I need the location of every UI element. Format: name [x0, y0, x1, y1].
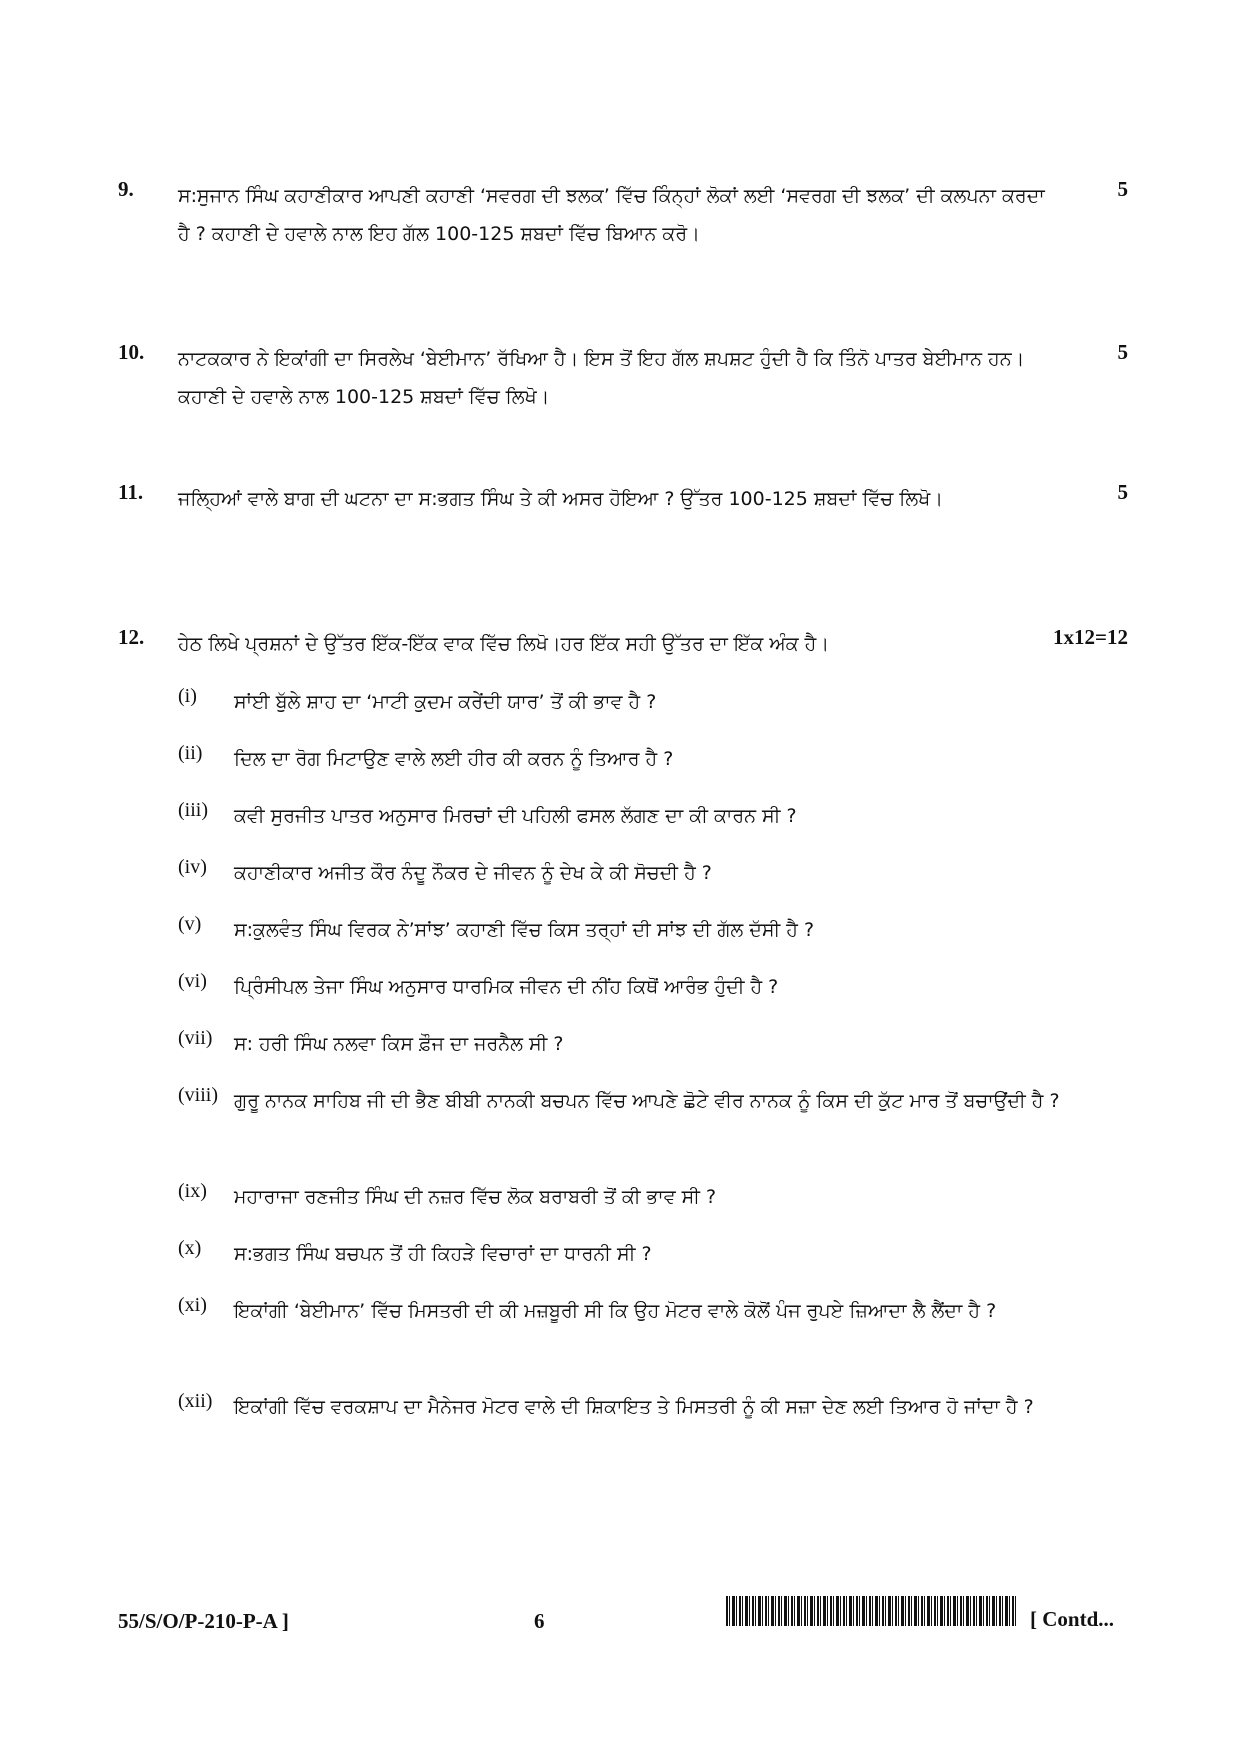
- subquestion-number: (viii): [178, 1084, 218, 1106]
- question-number: 9.: [118, 177, 134, 201]
- question-10: [118, 340, 1128, 416]
- subquestion-number: (iii): [178, 799, 208, 821]
- subquestion-number: (iv): [178, 856, 207, 878]
- subquestion-text: ਗੁਰੂ ਨਾਨਕ ਸਾਹਿਬ ਜੀ ਦੀ ਭੈਣ ਬੀਬੀ ਨਾਨਕੀ ਬਚਪਨ ਵਿੱਚ ਆਪਣੇ ਛੋਟੇ ਵੀਰ ਨਾਨਕ ਨੂੰ ਕਿਸ ਦੀ ਕੁੱਟ ਮਾਰ ਤੋਂ ਬਚਾਉਂਦੀ ਹੈ ?: [234, 1090, 1060, 1112]
- subquestion-number: (xii): [178, 1390, 213, 1412]
- question-number: 12.: [118, 625, 145, 649]
- question-marks: 5: [1117, 340, 1128, 364]
- subquestion-number: (xi): [178, 1294, 207, 1316]
- question-marks: 5: [1117, 480, 1128, 504]
- question-text: ਨਾਟਕਕਾਰ ਨੇ ਇਕਾਂਗੀ ਦਾ ਸਿਰਲੇਖ ‘ਬੇਈਮਾਨ’ ਰੱਖਿਆ ਹੈ। ਇਸ ਤੋਂ ਇਹ ਗੱਲ ਸ਼ਪਸ਼ਟ ਹੁੰਦੀ ਹੈ ਕਿ ਤਿੰਨੋ ਪਾਤਰ ਬੇਈਮਾਨ ਹਨ। ਕਹਾਣੀ ਦੇ ਹਵਾਲੇ ਨਾਲ 100-125 ਸ਼ਬਦਾਂ ਵਿੱਚ ਲਿਖੋ।: [178, 348, 1025, 408]
- question-text: ਹੇਠ ਲਿਖੇ ਪ੍ਰਸ਼ਨਾਂ ਦੇ ਉੱਤਰ ਇੱਕ-ਇੱਕ ਵਾਕ ਵਿੱਚ ਲਿਖੋ।ਹਰ ਇੱਕ ਸਹੀ ਉੱਤਰ ਦਾ ਇੱਕ ਅੰਕ ਹੈ।: [178, 633, 830, 655]
- subquestion-v: [178, 911, 1078, 949]
- subquestion-iii: [178, 797, 1078, 835]
- subquestion-number: (i): [178, 685, 197, 707]
- question-marks: 1x12=12: [1053, 625, 1128, 649]
- continued-marker: [ Contd...: [1030, 1607, 1115, 1631]
- subquestion-ix: [178, 1178, 1078, 1216]
- subquestion-number: (v): [178, 913, 202, 935]
- subquestion-text: ਇਕਾਂਗੀ ਵਿੱਚ ਵਰਕਸ਼ਾਪ ਦਾ ਮੈਨੇਜਰ ਮੋਟਰ ਵਾਲੇ ਦੀ ਸ਼ਿਕਾਇਤ ਤੇ ਮਿਸਤਰੀ ਨੂੰ ਕੀ ਸਜ਼ਾ ਦੇਣ ਲਈ ਤਿਆਰ ਹੋ ਜਾਂਦਾ ਹੈ ?: [234, 1396, 1034, 1418]
- subquestion-text: ਦਿਲ ਦਾ ਰੋਗ ਮਿਟਾਉਣ ਵਾਲੇ ਲਈ ਹੀਰ ਕੀ ਕਰਨ ਨੂੰ ਤਿਆਰ ਹੈ ?: [234, 748, 674, 770]
- subquestion-ii: [178, 740, 1078, 778]
- subquestion-i: [178, 683, 1078, 721]
- page-number: 6: [534, 1609, 545, 1633]
- subquestion-viii: [178, 1082, 1078, 1120]
- question-9: [118, 177, 1128, 253]
- question-text: ਜਲ੍ਹਿਆਂ ਵਾਲੇ ਬਾਗ ਦੀ ਘਟਨਾ ਦਾ ਸ:ਭਗਤ ਸਿੰਘ ਤੇ ਕੀ ਅਸਰ ਹੋਇਆ ? ਉੱਤਰ 100-125 ਸ਼ਬਦਾਂ ਵਿੱਚ ਲਿਖੋ।: [178, 488, 944, 510]
- subquestion-text: ਸ:ਭਗਤ ਸਿੰਘ ਬਚਪਨ ਤੋਂ ਹੀ ਕਿਹੜੇ ਵਿਚਾਰਾਂ ਦਾ ਧਾਰਨੀ ਸੀ ?: [234, 1243, 652, 1265]
- subquestion-text: ਕਹਾਣੀਕਾਰ ਅਜੀਤ ਕੌਰ ਨੰਦੂ ਨੌਕਰ ਦੇ ਜੀਵਨ ਨੂੰ ਦੇਖ ਕੇ ਕੀ ਸੋਚਦੀ ਹੈ ?: [234, 862, 712, 884]
- question-number: 10.: [118, 340, 145, 364]
- subquestion-number: (ii): [178, 742, 203, 764]
- question-12: [118, 625, 1128, 663]
- paper-code: 55/S/O/P-210-P-A ]: [118, 1609, 289, 1633]
- subquestion-x: [178, 1235, 1078, 1273]
- subquestion-xi: [178, 1292, 1078, 1330]
- subquestion-text: ਕਵੀ ਸੁਰਜੀਤ ਪਾਤਰ ਅਨੁਸਾਰ ਮਿਰਚਾਂ ਦੀ ਪਹਿਲੀ ਫਸਲ ਲੱਗਣ ਦਾ ਕੀ ਕਾਰਨ ਸੀ ?: [234, 805, 797, 827]
- subquestion-iv: [178, 854, 1078, 892]
- subquestion-text: ਮਹਾਰਾਜਾ ਰਣਜੀਤ ਸਿੰਘ ਦੀ ਨਜ਼ਰ ਵਿੱਚ ਲੋਕ ਬਰਾਬਰੀ ਤੋਂ ਕੀ ਭਾਵ ਸੀ ?: [234, 1186, 717, 1208]
- subquestion-vii: [178, 1025, 1078, 1063]
- subquestion-number: (vii): [178, 1027, 213, 1049]
- subquestion-text: ਪ੍ਰਿੰਸੀਪਲ ਤੇਜਾ ਸਿੰਘ ਅਨੁਸਾਰ ਧਾਰਮਿਕ ਜੀਵਨ ਦੀ ਨੀਂਹ ਕਿਥੋਂ ਆਰੰਭ ਹੁੰਦੀ ਹੈ ?: [234, 976, 779, 998]
- question-text: ਸ:ਸੁਜਾਨ ਸਿੰਘ ਕਹਾਣੀਕਾਰ ਆਪਣੀ ਕਹਾਣੀ ‘ਸਵਰਗ ਦੀ ਝਲਕ’ ਵਿੱਚ ਕਿੰਨ੍ਹਾਂ ਲੋਕਾਂ ਲਈ ‘ਸਵਰਗ ਦੀ ਝਲਕ’ ਦੀ ਕਲਪਨਾ ਕਰਦਾ ਹੈ ? ਕਹਾਣੀ ਦੇ ਹਵਾਲੇ ਨਾਲ ਇਹ ਗੱਲ 100-125 ਸ਼ਬਦਾਂ ਵਿੱਚ ਬਿਆਨ ਕਰੋ।: [178, 185, 1045, 245]
- subquestion-text: ਸ: ਹਰੀ ਸਿੰਘ ਨਲਵਾ ਕਿਸ ਫ਼ੌਜ ਦਾ ਜਰਨੈਲ ਸੀ ?: [234, 1033, 564, 1055]
- question-number: 11.: [118, 480, 144, 504]
- subquestion-vi: [178, 968, 1078, 1006]
- subquestion-text: ਸਾਂਈ ਬੁੱਲੇ ਸ਼ਾਹ ਦਾ ‘ਮਾਟੀ ਕੁਦਮ ਕਰੇਂਦੀ ਯਾਰ’ ਤੋਂ ਕੀ ਭਾਵ ਹੈ ?: [234, 691, 657, 713]
- subquestion-number: (ix): [178, 1180, 207, 1202]
- question-11: [118, 480, 1128, 518]
- subquestion-xii: [178, 1388, 1078, 1426]
- barcode: [726, 1596, 1016, 1626]
- subquestion-number: (vi): [178, 970, 207, 992]
- subquestion-text: ਸ:ਕੁਲਵੰਤ ਸਿੰਘ ਵਿਰਕ ਨੇ’ਸਾਂਝ’ ਕਹਾਣੀ ਵਿੱਚ ਕਿਸ ਤਰ੍ਹਾਂ ਦੀ ਸਾਂਝ ਦੀ ਗੱਲ ਦੱਸੀ ਹੈ ?: [234, 919, 815, 941]
- question-marks: 5: [1117, 177, 1128, 201]
- subquestion-number: (x): [178, 1237, 202, 1259]
- subquestion-text: ਇਕਾਂਗੀ ‘ਬੇਈਮਾਨ’ ਵਿੱਚ ਮਿਸਤਰੀ ਦੀ ਕੀ ਮਜ਼ਬੂਰੀ ਸੀ ਕਿ ਉਹ ਮੋਟਰ ਵਾਲੇ ਕੋਲੋਂ ਪੰਜ ਰੁਪਏ ਜ਼ਿਆਦਾ ਲੈ ਲੈਂਦਾ ਹੈ ?: [234, 1300, 997, 1322]
